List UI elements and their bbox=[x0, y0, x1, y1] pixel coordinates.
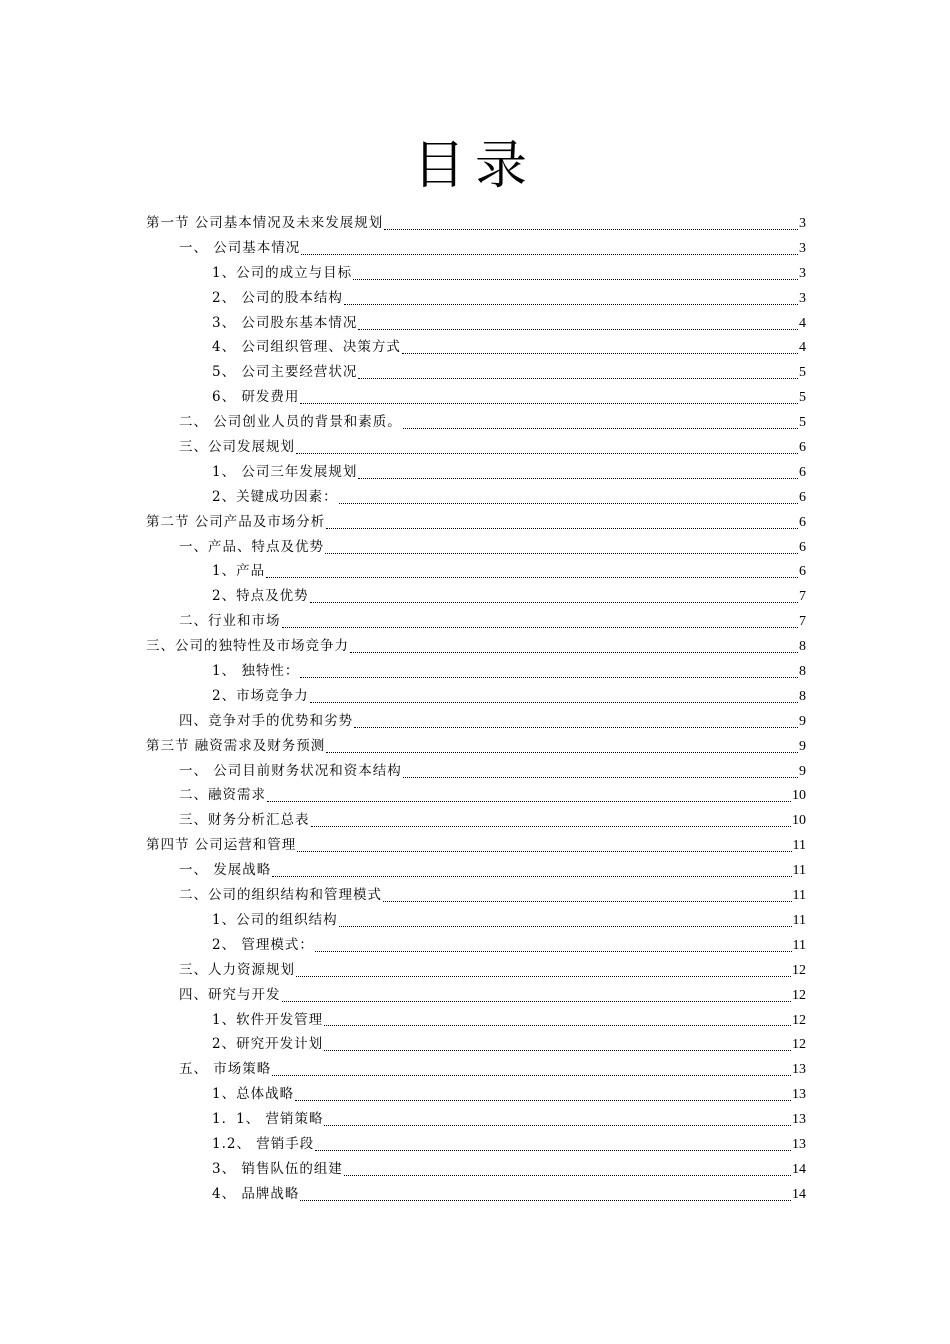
toc-entry-page: 11 bbox=[792, 888, 806, 904]
toc-entry[interactable] bbox=[146, 1182, 806, 1207]
dot-leader bbox=[266, 577, 798, 578]
dot-leader bbox=[282, 1001, 792, 1002]
toc-entry-page: 13 bbox=[792, 1087, 806, 1103]
dot-leader bbox=[353, 279, 798, 280]
toc-entry[interactable] bbox=[146, 1008, 806, 1033]
toc-entry[interactable] bbox=[146, 634, 806, 659]
toc-entry-page: 11 bbox=[792, 838, 806, 854]
toc-entry-page: 5 bbox=[799, 390, 806, 406]
toc-entry[interactable] bbox=[146, 286, 806, 311]
toc-entry-page: 13 bbox=[792, 1062, 806, 1078]
dot-leader bbox=[315, 1150, 791, 1151]
toc-entry-label: 1．1、 营销策略 bbox=[212, 1111, 324, 1128]
toc-entry-label: 1、产品 bbox=[212, 563, 266, 580]
toc-entry-label: 3、 销售队伍的组建 bbox=[212, 1160, 343, 1177]
toc-entry[interactable] bbox=[146, 659, 806, 684]
dot-leader bbox=[325, 553, 798, 554]
toc-entry-label: 一、 发展战略 bbox=[179, 862, 272, 879]
toc-entry-page: 3 bbox=[799, 216, 806, 231]
toc-entry-page: 6 bbox=[799, 514, 806, 530]
toc-entry-label: 5、 公司主要经营状况 bbox=[212, 364, 358, 381]
toc-entry-page: 11 bbox=[792, 937, 806, 953]
dot-leader bbox=[324, 1125, 791, 1126]
dot-leader bbox=[272, 876, 791, 877]
dot-leader bbox=[383, 901, 792, 902]
dot-leader bbox=[358, 478, 798, 479]
toc-entry-page: 9 bbox=[799, 763, 806, 779]
toc-entry[interactable] bbox=[146, 410, 806, 435]
toc-entry-page: 14 bbox=[792, 1161, 806, 1177]
toc-entry-page: 6 bbox=[799, 464, 806, 480]
toc-entry[interactable] bbox=[146, 485, 806, 510]
toc-entry-label: 三、公司发展规划 bbox=[179, 439, 295, 456]
toc-entry-label: 1、 公司三年发展规划 bbox=[212, 463, 358, 480]
dot-leader bbox=[282, 627, 799, 628]
toc-entry-label: 第二节 公司产品及市场分析 bbox=[146, 513, 326, 530]
toc-entry-label: 1、 独特性： bbox=[212, 663, 300, 680]
toc-entry-page: 6 bbox=[799, 539, 806, 555]
dot-leader bbox=[326, 528, 798, 529]
toc-entry-label: 2、关键成功因素： bbox=[212, 488, 338, 505]
toc-entry-page: 4 bbox=[799, 315, 806, 331]
toc-entry-page: 12 bbox=[792, 987, 806, 1003]
toc-entry-page: 7 bbox=[799, 614, 806, 630]
toc-entry-label: 1、公司的成立与目标 bbox=[212, 264, 353, 281]
toc-entry[interactable] bbox=[146, 584, 806, 609]
toc-entry-label: 3、 公司股东基本情况 bbox=[212, 314, 358, 331]
toc-entry-label: 二、 公司创业人员的背景和素质。 bbox=[179, 414, 402, 431]
toc-entry[interactable] bbox=[146, 858, 806, 883]
dot-leader bbox=[301, 254, 798, 255]
dot-leader bbox=[344, 304, 798, 305]
toc-entry-label: 2、 管理模式： bbox=[212, 936, 314, 953]
toc-entry-label: 2、市场竞争力 bbox=[212, 687, 309, 704]
toc-entry-label: 2、研究开发计划 bbox=[212, 1036, 324, 1053]
toc-entry-page: 11 bbox=[792, 863, 806, 879]
toc-entry-page: 11 bbox=[792, 912, 806, 928]
toc-entry-label: 二、融资需求 bbox=[179, 787, 266, 804]
toc-entry-page: 3 bbox=[799, 290, 806, 306]
toc-entry-label: 1.2、 营销手段 bbox=[212, 1135, 315, 1152]
toc-entry[interactable] bbox=[146, 833, 806, 858]
toc-entry[interactable] bbox=[146, 1057, 806, 1082]
toc-entry[interactable] bbox=[146, 236, 806, 261]
toc-entry-label: 1、总体战略 bbox=[212, 1086, 295, 1103]
dot-leader bbox=[310, 702, 798, 703]
toc-entry-page: 6 bbox=[799, 489, 806, 505]
toc-entry[interactable] bbox=[146, 1132, 806, 1157]
toc-entry-label: 4、 公司组织管理、决策方式 bbox=[212, 339, 401, 356]
dot-leader bbox=[300, 1200, 791, 1201]
toc-entry-label: 五、 市场策略 bbox=[179, 1061, 272, 1078]
toc-entry[interactable] bbox=[146, 311, 806, 336]
dot-leader bbox=[324, 1050, 791, 1051]
toc-entry[interactable] bbox=[146, 335, 806, 360]
toc-entry-label: 2、特点及优势 bbox=[212, 588, 309, 605]
toc-entry-page: 14 bbox=[792, 1186, 806, 1202]
toc-entry-label: 一、 公司基本情况 bbox=[179, 239, 301, 256]
dot-leader bbox=[339, 926, 792, 927]
toc-entry[interactable] bbox=[146, 385, 806, 410]
toc-entry-page: 13 bbox=[792, 1136, 806, 1152]
dot-leader bbox=[358, 378, 798, 379]
toc-entry-label: 4、 品牌战略 bbox=[212, 1185, 300, 1202]
toc-entry-label: 第一节 公司基本情况及未来发展规划 bbox=[146, 215, 384, 231]
toc-entry[interactable] bbox=[146, 535, 806, 560]
toc-entry[interactable] bbox=[146, 759, 806, 784]
toc-entry-page: 8 bbox=[799, 688, 806, 704]
dot-leader bbox=[272, 1075, 791, 1076]
toc-entry-label: 二、行业和市场 bbox=[179, 613, 281, 630]
dot-leader bbox=[324, 1025, 791, 1026]
toc-entry-page: 10 bbox=[792, 788, 806, 804]
toc-entry-page: 12 bbox=[792, 962, 806, 978]
toc-entry-label: 1、软件开发管理 bbox=[212, 1011, 324, 1028]
toc-entry[interactable] bbox=[146, 883, 806, 908]
toc-entry-page: 8 bbox=[799, 639, 806, 655]
toc-entry[interactable] bbox=[146, 1082, 806, 1107]
dot-leader bbox=[339, 503, 798, 504]
page-title: 目录 bbox=[412, 136, 537, 196]
toc-entry-page: 9 bbox=[799, 738, 806, 754]
toc-entry[interactable] bbox=[146, 1107, 806, 1132]
dot-leader bbox=[350, 652, 798, 653]
toc-entry-page: 6 bbox=[799, 440, 806, 456]
dot-leader bbox=[296, 976, 791, 977]
toc-entry[interactable] bbox=[146, 1032, 806, 1057]
toc-entry-label: 一、产品、特点及优势 bbox=[179, 538, 324, 555]
toc-entry[interactable] bbox=[146, 684, 806, 709]
dot-leader bbox=[403, 428, 798, 429]
toc-entry-label: 三、公司的独特性及市场竞争力 bbox=[146, 638, 349, 655]
toc-entry-page: 12 bbox=[792, 1012, 806, 1028]
toc-entry-page: 8 bbox=[799, 664, 806, 680]
toc-entry-page: 9 bbox=[799, 713, 806, 729]
toc-entry[interactable] bbox=[146, 261, 806, 286]
toc-entry[interactable] bbox=[146, 360, 806, 385]
dot-leader bbox=[358, 329, 798, 330]
dot-leader bbox=[315, 951, 792, 952]
toc-entry-page: 3 bbox=[799, 240, 806, 256]
toc-entry[interactable] bbox=[146, 958, 806, 983]
dot-leader bbox=[300, 403, 798, 404]
dot-leader bbox=[344, 1175, 791, 1176]
toc-entry-label: 1、公司的组织结构 bbox=[212, 911, 338, 928]
toc-entry[interactable] bbox=[146, 933, 806, 958]
dot-leader bbox=[295, 1100, 791, 1101]
dot-leader bbox=[267, 801, 791, 802]
toc-entry-label: 四、竞争对手的优势和劣势 bbox=[179, 712, 353, 729]
toc-entry-label: 6、 研发费用 bbox=[212, 389, 300, 406]
toc-entry[interactable] bbox=[146, 908, 806, 933]
toc-entry-label: 一、 公司目前财务状况和资本结构 bbox=[179, 762, 402, 779]
toc-entry-page: 4 bbox=[799, 340, 806, 356]
dot-leader bbox=[326, 752, 798, 753]
toc-entry-page: 10 bbox=[792, 813, 806, 829]
dot-leader bbox=[354, 727, 798, 728]
dot-leader bbox=[311, 826, 792, 827]
dot-leader bbox=[296, 453, 798, 454]
toc-entry[interactable] bbox=[146, 609, 806, 634]
toc-entry-page: 5 bbox=[799, 365, 806, 381]
toc-entry[interactable] bbox=[146, 808, 806, 833]
dot-leader bbox=[402, 353, 798, 354]
toc-entry-page: 6 bbox=[799, 564, 806, 580]
toc-entry-label: 三、人力资源规划 bbox=[179, 961, 295, 978]
dot-leader bbox=[300, 677, 798, 678]
toc-entry[interactable] bbox=[146, 983, 806, 1008]
toc-entry-page: 3 bbox=[799, 265, 806, 281]
toc-entry-label: 第三节 融资需求及财务预测 bbox=[146, 737, 326, 754]
toc-entry[interactable] bbox=[146, 211, 806, 236]
dot-leader bbox=[297, 851, 791, 852]
toc-entry-page: 7 bbox=[799, 589, 806, 605]
toc-entry-page: 5 bbox=[799, 415, 806, 431]
toc-entry-label: 四、研究与开发 bbox=[179, 986, 281, 1003]
toc-entry-label: 三、财务分析汇总表 bbox=[179, 812, 310, 829]
toc-entry[interactable] bbox=[146, 435, 806, 460]
toc-entry[interactable] bbox=[146, 559, 806, 584]
toc-entry[interactable] bbox=[146, 1157, 806, 1182]
toc-entry-page: 13 bbox=[792, 1112, 806, 1128]
toc-entry-label: 2、 公司的股本结构 bbox=[212, 289, 343, 306]
table-of-contents bbox=[146, 211, 806, 1207]
toc-entry-label: 二、公司的组织结构和管理模式 bbox=[179, 887, 382, 904]
toc-entry-page: 12 bbox=[792, 1037, 806, 1053]
toc-entry[interactable] bbox=[146, 783, 806, 808]
toc-entry[interactable] bbox=[146, 734, 806, 759]
toc-entry[interactable] bbox=[146, 460, 806, 485]
dot-leader bbox=[403, 777, 798, 778]
toc-entry[interactable] bbox=[146, 709, 806, 734]
dot-leader bbox=[384, 229, 798, 230]
toc-entry[interactable] bbox=[146, 510, 806, 535]
dot-leader bbox=[310, 602, 798, 603]
toc-entry-label: 第四节 公司运营和管理 bbox=[146, 837, 297, 854]
